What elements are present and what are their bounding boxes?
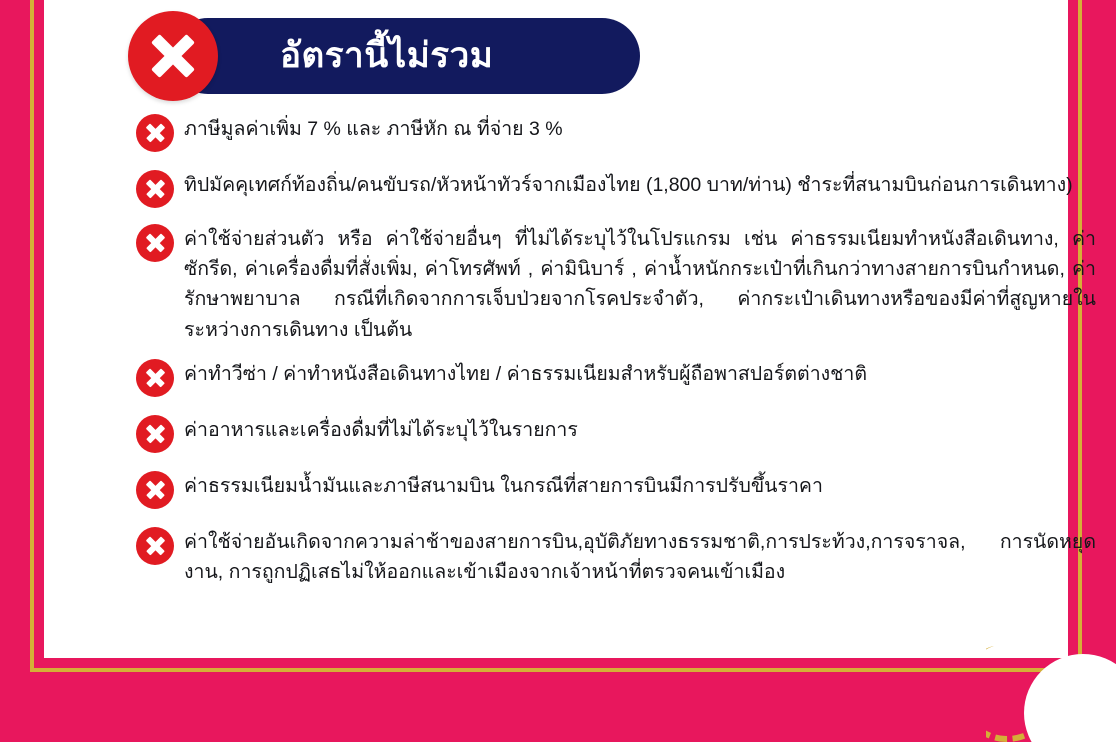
- list-item: [136, 413, 1096, 453]
- list-item-text: ค่าธรรมเนียมน้ำมันและภาษีสนามบิน ในกรณีที่สายการบินมีการปรับขึ้นราคา: [184, 474, 823, 497]
- list-item: [136, 525, 1096, 587]
- list-item: [136, 112, 1096, 152]
- red-x-circle-icon: [128, 11, 218, 101]
- red-x-circle-icon: [136, 170, 174, 208]
- red-x-circle-icon: [136, 471, 174, 509]
- list-item-text: ค่าทำวีซ่า / ค่าทำหนังสือเดินทางไทย / ค่าธรรมเนียมสำหรับผู้ถือพาสปอร์ตต่างชาติ: [184, 362, 868, 385]
- list-item-text: ภาษีมูลค่าเพิ่ม 7 % และ ภาษีหัก ณ ที่จ่าย 3 %: [184, 118, 563, 140]
- corner-decoration: [986, 646, 1116, 742]
- red-x-circle-icon: [136, 224, 174, 262]
- red-x-circle-icon: [136, 415, 174, 453]
- list-item-text: ค่าใช้จ่ายส่วนตัว หรือ ค่าใช้จ่ายอื่นๆ ที่ไม่ได้ระบุไว้ในโปรแกรม เช่น ค่าธรรมเนียมทำหนังสือเดินทาง, ค่าซักรีด, ค่าเครื่องดื่มที่สั่งเพิ่ม, ค่าโทรศัพท์ , ค่ามินิบาร์ , ค่าน้ำหนักกระเป๋าที่เกินกว่าทางสายการบินกำหนด, ค่ารักษาพยาบาล กรณีที่เกิดจากการเจ็บป่วยจากโรคประจำตัว, ค่ากระเป๋าเดินทางหรือของมีค่าที่สูญหายในระหว่างการเดินทาง เป็นต้น: [184, 228, 1096, 341]
- page-title: อัตรานี้ไม่รวม: [280, 35, 494, 75]
- list-item-text: ค่าใช้จ่ายอันเกิดจากความล่าช้าของสายการบิน,อุบัติภัยทางธรรมชาติ,การประท้วง,การจราจล, การนัดหยุดงาน, การถูกปฏิเสธไม่ให้ออกและเข้าเมืองจากเจ้าหน้าที่ตรวจคนเข้าเมือง: [184, 530, 1096, 584]
- list-item: [136, 222, 1096, 345]
- list-item: [136, 469, 1096, 509]
- exclusions-list: [136, 112, 1096, 587]
- red-x-circle-icon: [136, 527, 174, 565]
- red-x-circle-icon: [136, 359, 174, 397]
- red-x-circle-icon: [136, 114, 174, 152]
- list-item-text: ค่าอาหารและเครื่องดื่มที่ไม่ได้ระบุไว้ในรายการ: [184, 418, 578, 441]
- list-item: [136, 357, 1096, 397]
- list-item-text: ทิปมัคคุเทศก์ท้องถิ่น/คนขับรถ/หัวหน้าทัวร์จากเมืองไทย (1,800 บาท/ท่าน) ชำระที่สนามบินก่อนการเดินทาง): [184, 174, 1073, 196]
- header-banner: [170, 18, 640, 94]
- content-card: [44, 0, 1096, 658]
- list-item: [136, 168, 1096, 208]
